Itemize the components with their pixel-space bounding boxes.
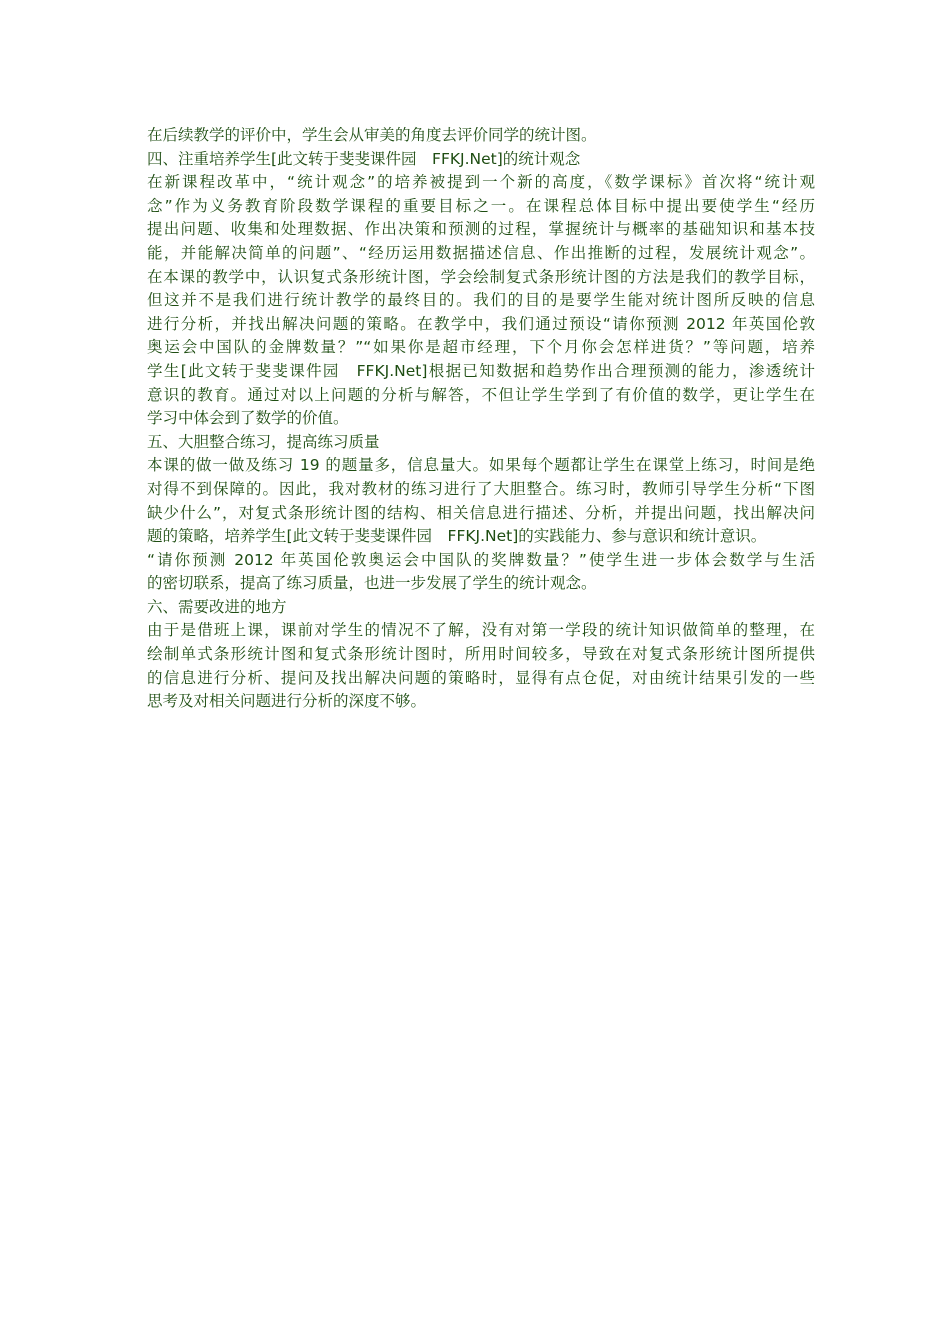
text-line: 在后续教学的评价中，学生会从审美的角度去评价同学的统计图。 — [147, 126, 597, 144]
text-line: 缺少什么”，对复式条形统计图的结构、相关信息进行描述、分析，并提出问题，找出解决问 — [147, 503, 815, 522]
text-line: 题的策略，培养学生[此文转于斐斐课件园 FFKJ.Net]的实践能力、参与意识和统计意识。 — [147, 527, 767, 546]
section-heading: 六、需要改进的地方 — [147, 597, 287, 616]
text-line: 提出问题、收集和处理数据、作出决策和预测的过程，掌握统计与概率的基础知识和基本技 — [147, 220, 815, 239]
text-line: 但这并不是我们进行统计教学的最终目的。我们的目的是要学生能对统计图所反映的信息 — [147, 291, 815, 310]
text-line: 对得不到保障的。因此，我对教材的练习进行了大胆整合。练习时，教师引导学生分析“下图 — [147, 479, 815, 498]
text-line: 念”作为义务教育阶段数学课程的重要目标之一。在课程总体目标中提出要使学生“经历 — [147, 196, 815, 215]
section-heading: 五、大胆整合练习，提高练习质量 — [147, 432, 380, 451]
text-line: 在新课程改革中，“统计观念”的培养被提到一个新的高度，《数学课标》首次将“统计观 — [147, 173, 815, 192]
text-line: 思考及对相关问题进行分析的深度不够。 — [147, 692, 427, 711]
text-line: 的密切联系，提高了练习质量，也进一步发展了学生的统计观念。 — [147, 574, 597, 593]
text-line: 的信息进行分析、提问及找出解决问题的策略时，显得有点仓促，对由统计结果引发的一些 — [147, 668, 815, 687]
text-line: 本课的做一做及练习 19 的题量多，信息量大。如果每个题都让学生在课堂上练习，时间是绝 — [147, 456, 815, 475]
text-line: 学习中体会到了数学的价值。 — [147, 409, 349, 428]
text-line: 在本课的教学中，认识复式条形统计图，学会绘制复式条形统计图的方法是我们的教学目标， — [147, 267, 815, 286]
text-line: 绘制单式条形统计图和复式条形统计图时，所用时间较多，导致在对复式条形统计图所提供 — [147, 645, 815, 664]
text-line: 进行分析，并找出解决问题的策略。在教学中，我们通过预设“请你预测 2012 年英国伦敦 — [147, 314, 815, 333]
text-line: 奥运会中国队的金牌数量？”“如果你是超市经理，下个月你会怎样进货？”等问题，培养 — [147, 338, 815, 357]
text-line: 意识的教育。通过对以上问题的分析与解答，不但让学生学到了有价值的数学，更让学生在 — [147, 385, 815, 404]
document-body — [147, 124, 815, 714]
text-line: 能，并能解决简单的问题”、“经历运用数据描述信息、作出推断的过程，发展统计观念”。 — [147, 243, 815, 262]
text-line: “请你预测 2012 年英国伦敦奥运会中国队的奖牌数量？”使学生进一步体会数学与生活 — [147, 550, 815, 569]
section-heading: 四、注重培养学生[此文转于斐斐课件园 FFKJ.Net]的统计观念 — [147, 149, 581, 168]
text-line: 学生[此文转于斐斐课件园 FFKJ.Net]根据已知数据和趋势作出合理预测的能力，渗透统计 — [147, 361, 815, 380]
text-line: 由于是借班上课，课前对学生的情况不了解，没有对第一学段的统计知识做简单的整理，在 — [147, 621, 815, 640]
